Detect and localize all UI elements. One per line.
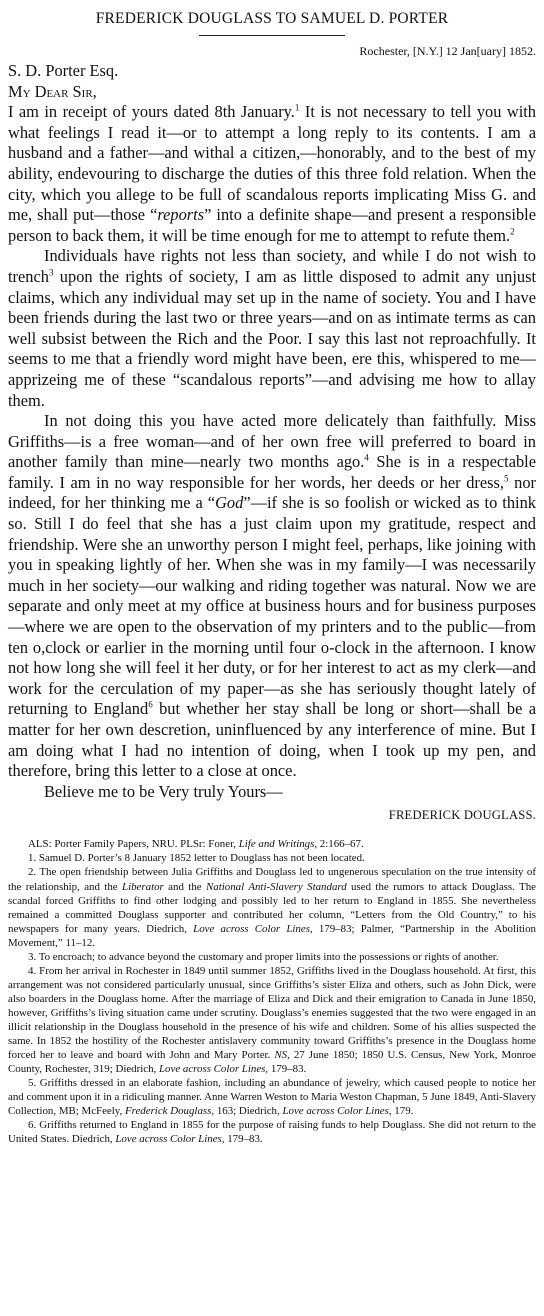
page-title: FREDERICK DOUGLASS TO SAMUEL D. PORTER [95,10,449,27]
footnote-ref-6[interactable]: 6 [148,699,153,710]
footnote-3: 3. To encroach; to advance beyond the customary and proper limits into the possessions or rights of another. [28,950,499,963]
letter-paragraph-2: Individuals have rights not less than society, and while I do not wish to trench$^3$ upon the rights of society, I am as little disposed to admit any unjust claims, which any individual may set up in the name of society. You and I have been friends during the last two or three years—and on as intimate terms as can well subsist between the Rich and the Poor. I say this last not reproachfully. It seems to me that a friendly word might have been, ere this, whispered to me—apprizeing me of these “scandalous reports”—and advising me how to allay them. [8,246,536,410]
footnotes [8,837,536,1146]
source-note: ALS: Porter Family Papers, NRU. PLSr: Foner, Life and Writings, 2:166–67. [28,838,364,851]
footnote-ref-5[interactable]: 5 [504,473,509,484]
footnote-6: 6. Griffiths returned to England in 1855 for the purpose of raising funds to help Douglass. She did not return to the United States. Diedrich, Love across Color Lines, 179–83. [8,1119,536,1146]
document-page [8,4,536,1146]
footnote-ref-3[interactable]: 3 [48,267,54,278]
salutation: My Dear Sir, [8,81,97,101]
footnote-5: 5. Griffiths dressed in an elaborate fashion, including an abundance of jewelry, which caused people to notice her and comment upon it in a ridiculing manner. Anne Warren Weston to Maria Weston Chapman, 5 June 1849, Anti-Slavery Collection, MB; McFeely, Frederick Douglass, 163; Diedrich, Love across Color Lines, 179. [8,1077,536,1118]
letter-paragraph-3: In not doing this you have acted more delicately than faithfully. Miss Griffiths—is a free woman—and of her own free will preferred to board in another family than mine—nearly two months ago.$^4$ She is in a respectable family. I am in no way responsible for her words, her deeds or her dress,$^5$ nor indeed, for her thinking me a “God”—if she is so foolish or wicked as to think so. Still I do feel that she has a just claim upon my gratitude, respect and friendship. Were she an unworthy person I might feel, perhaps, like joining with you in speaking lightly of her. When she was in my family—I was necessarily much in her society—our walking and riding together was natural. Now we are separate and only meet at my office at business hours and for business purposes—where we are open to the observation of my printers and to the public—from ten o,clock or earlier in the morning until four o-clock in the afternoon. I know not how long she will feel it her duty, or for her interest to act as my clerk—and work for the cerculation of my paper—as she has seriously thought lately of returning to England$^6$ but whether her stay shall be long or short—shall be a matter for her own descretion, uninfluenced by any interference of mine. But I am doing what I had no intention of doing, when I took up my pen, and therefore, bring this letter to a close at once. [8,411,536,781]
signature: FREDERICK DOUGLASS. [388,808,536,823]
closing-line: Believe me to be Very truly Yours— [44,781,283,801]
footnote-ref-2[interactable]: 2 [510,226,515,237]
footnote-1: 1. Samuel D. Porter’s 8 January 1852 letter to Douglass has not been located. [28,852,365,865]
title-rule [199,35,345,36]
addressee: S. D. Porter Esq. [8,61,119,80]
footnote-4: 4. From her arrival in Rochester in 1849 until summer 1852, Griffiths lived in the Douglass household. At first, this arrangement was not considered particularly unusual, since Griffiths’s sister Eliza and others, such as John Dick, were also boarders in the Douglass home. After the marriage of Eliza and Dick and their emigration to Canada in June 1850, however, Griffiths’s living situation came under scrutiny. Douglass’s enemies suggested that the two were engaged in an illicit relationship in the Douglass household in the presence of his wife and children. Some of his allies suspected the same. In 1852 the hostility of the Rochester antislavery community toward Griffiths’s presence in the Douglass home forced her to leave and board with John and Mary Porter. NS, 27 June 1850; 1850 U.S. Census, New York, Monroe County, Rochester, 319; Diedrich, Love across Color Lines, 179–83. [8,964,536,1076]
footnote-ref-4[interactable]: 4 [364,452,369,463]
footnote-2: 2. The open friendship between Julia Griffiths and Douglass led to ungenerous speculation on the true intensity of the relationship, and the Liberator and the National Anti-Slavery Standard used the rumors to attack Douglass. The scandal forced Griffiths to find other lodging and possibly led to her return to England in 1855. She nevertheless remained a committed Douglass supporter and contributed her column, “Letters from the Old Country,” to his newspapers for many years. Diedrich, Love across Color Lines, 179–83; Palmer, “Partnership in the Abolition Movement,” 11–12. [8,866,536,949]
letter-paragraph-1: I am in receipt of yours dated 8th January.$^1$ It is not necessary to tell you with what feelings I read it—or to attempt a long reply to its contents. I am a husband and a father—and withal a citizen,—honorably, and to the best of my ability, endevouring to discharge the duties of this three fold relation. When the city, which you allege to be full of scandalous reports implicating Miss G. and me, shall put—those “reports” into a definite shape—and present a responsible person to back them, it will be time enough for me to attempt to refute them.$^2$ [8,102,536,245]
footnote-ref-1[interactable]: 1 [294,102,300,113]
dateline: Rochester, [N.Y.] 12 Jan[uary] 1852. [359,44,536,58]
